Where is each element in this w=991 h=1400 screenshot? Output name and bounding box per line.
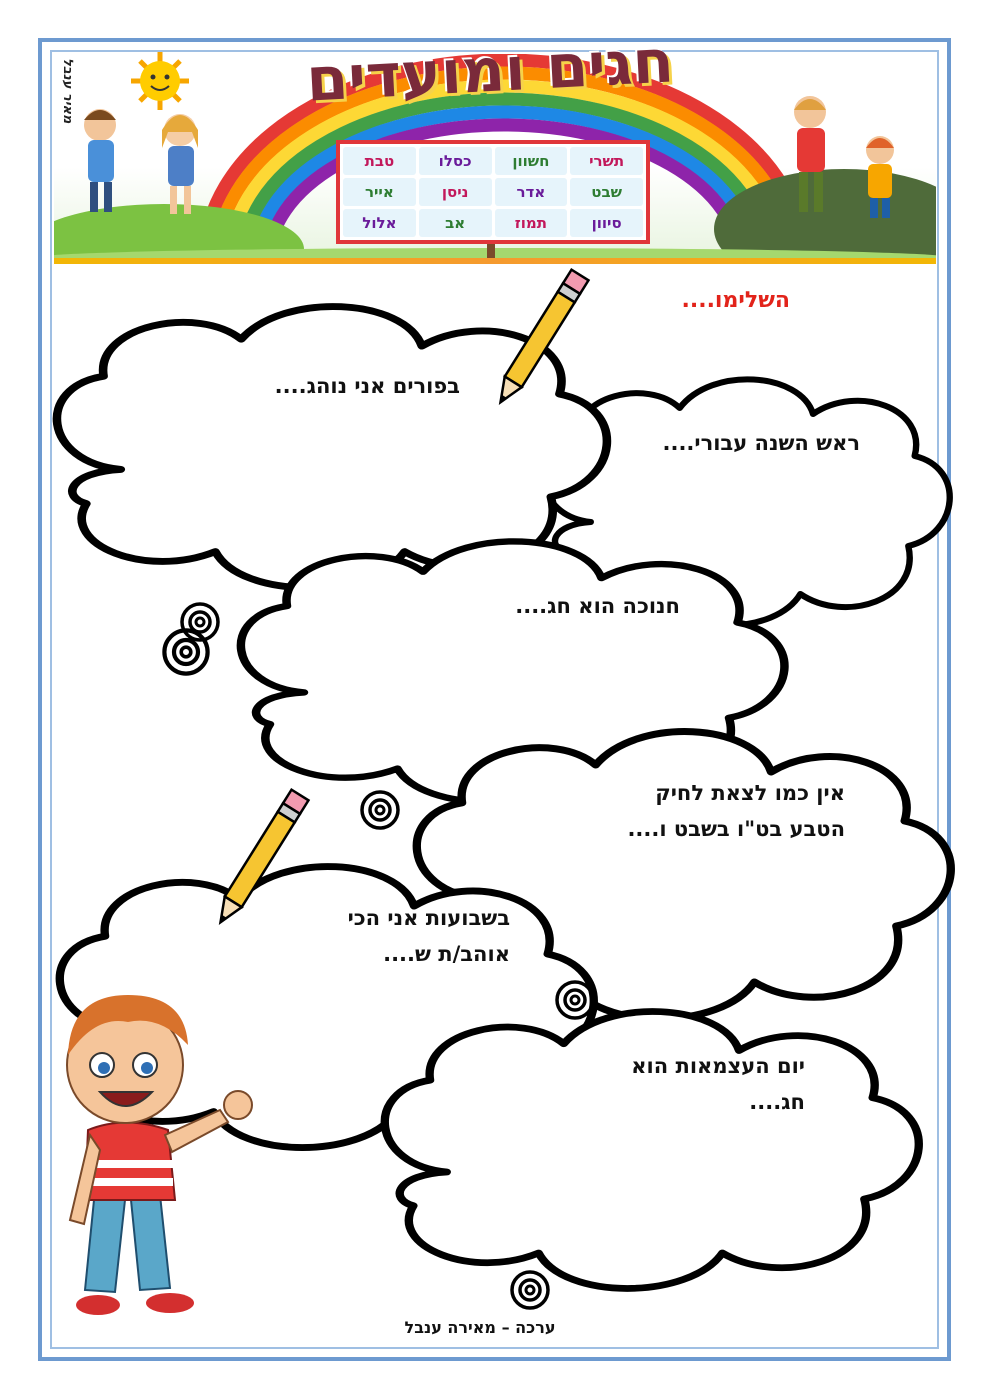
cloud-shavuot-line1: בשבועות אני הכי bbox=[347, 906, 510, 930]
swirl-icon bbox=[362, 792, 398, 828]
page-title: חגים ומועדים bbox=[304, 26, 676, 116]
month-cell: חשוון bbox=[495, 147, 568, 175]
month-cell: טבת bbox=[343, 147, 416, 175]
month-cell: ניסן bbox=[419, 178, 492, 206]
month-cell: אייר bbox=[343, 178, 416, 206]
artist-credit: מאיר ענבל bbox=[60, 58, 75, 124]
month-cell: סיוון bbox=[570, 209, 643, 237]
month-cell: אלול bbox=[343, 209, 416, 237]
month-cell: שבט bbox=[570, 178, 643, 206]
cloud-shavuot-line2: אוהב/ת ש.... bbox=[383, 942, 510, 966]
swirl-icon bbox=[512, 1272, 548, 1308]
cloud-tu-bishvat-line1: אין כמו לצאת לחיק bbox=[655, 781, 845, 805]
cloud-independence-line2: חג.... bbox=[749, 1090, 805, 1114]
month-cell: תשרי bbox=[570, 147, 643, 175]
month-cell: אדר bbox=[495, 178, 568, 206]
cloud-independence-text bbox=[560, 1048, 805, 1120]
cloud-shavuot-text bbox=[280, 900, 510, 972]
cloud-tu-bishvat-line2: הטבע בט"ו בשבט ו.... bbox=[627, 817, 845, 841]
swirl-icon bbox=[164, 630, 207, 673]
footer-credit: ערכה – מאירה ענבל bbox=[404, 1318, 556, 1337]
month-cell: כסלו bbox=[419, 147, 492, 175]
month-cell: תמוז bbox=[495, 209, 568, 237]
cloud-purim-text: בפורים אני נוהג.... bbox=[274, 374, 460, 398]
cloud-rosh-hashana-text: ראש השנה עבורי.... bbox=[662, 431, 860, 455]
cloud-hanukkah-text: חנוכה הוא חג.... bbox=[515, 594, 680, 618]
instruction-text: השלימו.... bbox=[681, 288, 790, 313]
cloud-independence-line1: יום העצמאות הוא bbox=[631, 1054, 805, 1078]
cloud-tu-bishvat-text bbox=[520, 775, 845, 847]
month-cell: אב bbox=[419, 209, 492, 237]
